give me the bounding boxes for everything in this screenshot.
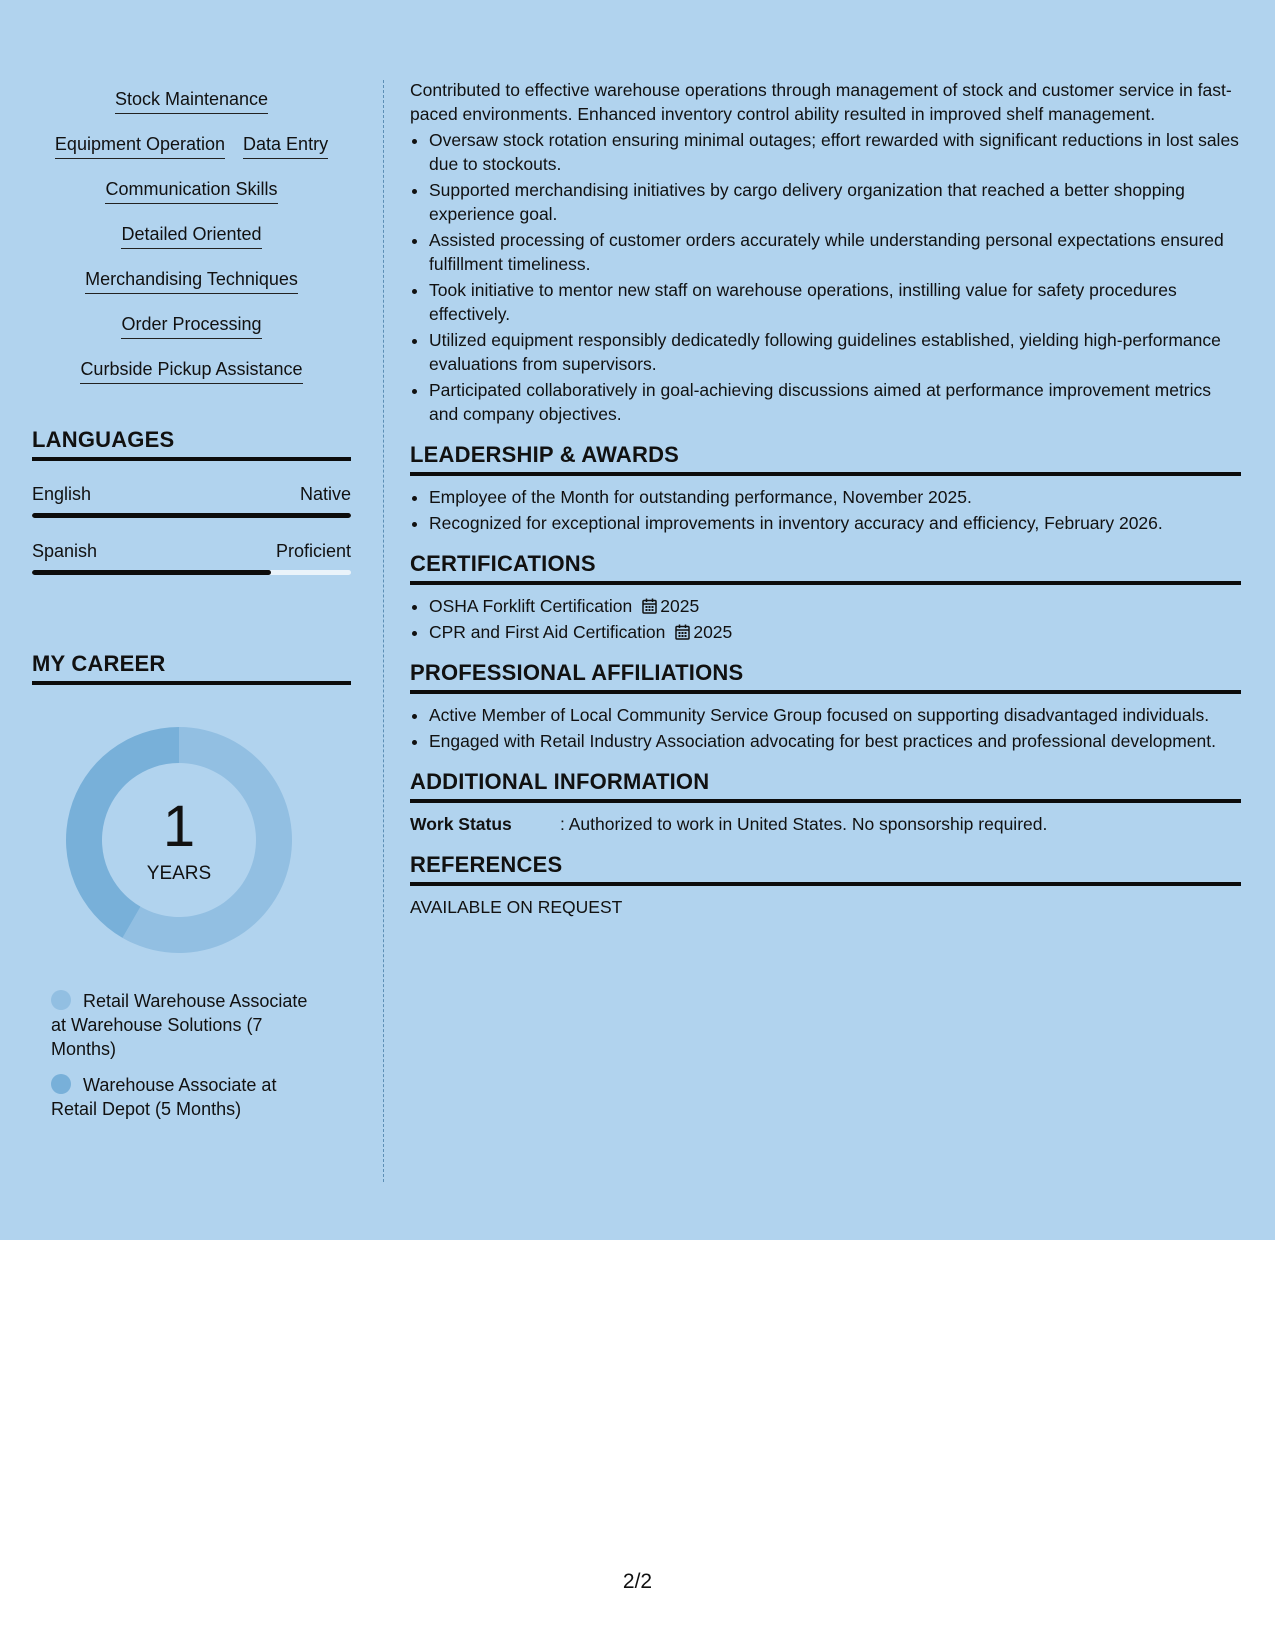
- skill-tag: Detailed Oriented: [121, 223, 261, 249]
- career-legend-item: [51, 1073, 326, 1121]
- language-row: [32, 483, 351, 505]
- career-job-label: Warehouse Associate at Retail Depot (5 Months): [51, 1075, 277, 1119]
- experience-bullet: • Utilized equipment responsibly dedicatedly following guidelines established, yielding high-performance evaluations from supervisors.: [429, 328, 1241, 376]
- skill-tag: Communication Skills: [105, 178, 277, 204]
- work-status-value: : Authorized to work in United States. No sponsorship required.: [560, 814, 1048, 834]
- experience-bullet: • Assisted processing of customer orders accurately while understanding personal expectations ensured fulfillment timeliness.: [429, 228, 1241, 276]
- skill-row: [32, 213, 351, 258]
- certifications-list: [410, 594, 1241, 644]
- calendar-icon: [675, 624, 690, 640]
- skill-tag: Equipment Operation: [55, 133, 225, 159]
- affiliations-section: [410, 660, 1241, 753]
- career-legend-item: [51, 989, 326, 1061]
- skill-tag: Stock Maintenance: [115, 88, 268, 114]
- awards-title: LEADERSHIP & AWARDS: [410, 442, 1241, 476]
- languages-list: [32, 483, 351, 575]
- languages-section: [32, 427, 351, 575]
- experience-bullet: • Participated collaboratively in goal-achieving discussions aimed at performance improvement metrics and company objectives.: [429, 378, 1241, 426]
- donut-center: [64, 725, 294, 955]
- language-name: English: [32, 484, 92, 504]
- skill-row: [32, 168, 351, 213]
- language-item: [32, 483, 351, 518]
- certifications-title: CERTIFICATIONS: [410, 551, 1241, 585]
- awards-section: [410, 442, 1241, 535]
- experience-summary: Contributed to effective warehouse operations through management of stock and customer service in fast-paced environments. Enhanced inventory control ability resulted in improved shelf management.: [410, 80, 1232, 124]
- column-divider: [383, 80, 384, 1182]
- certification-name: OSHA Forklift Certification: [429, 596, 633, 616]
- skill-row: [32, 123, 351, 168]
- language-item: [32, 540, 351, 575]
- skill-tag: Merchandising Techniques: [85, 268, 298, 294]
- skill-row: [32, 78, 351, 123]
- career-total-years: 1: [162, 794, 196, 859]
- affiliations-title: PROFESSIONAL AFFILIATIONS: [410, 660, 1241, 694]
- career-years-label: YEARS: [146, 863, 212, 884]
- languages-title: LANGUAGES: [32, 427, 351, 461]
- work-status-row: [410, 812, 1241, 836]
- references-text: AVAILABLE ON REQUEST: [410, 897, 623, 917]
- references-section: [410, 852, 1241, 919]
- skill-tag: Order Processing: [121, 313, 261, 339]
- skill-row: [32, 258, 351, 303]
- experience-bullets: [410, 128, 1241, 426]
- language-level-fill: [32, 570, 271, 575]
- career-donut: [64, 725, 294, 955]
- skill-row: [32, 303, 351, 348]
- award-item: • Employee of the Month for outstanding performance, November 2025.: [429, 485, 1241, 509]
- calendar-icon: [642, 598, 657, 614]
- right-column: [410, 78, 1241, 919]
- career-section: [32, 651, 351, 1121]
- affiliations-list: [410, 703, 1241, 753]
- language-level-fill: [32, 513, 351, 518]
- career-title: MY CAREER: [32, 651, 351, 685]
- certification-year: 2025: [660, 596, 700, 616]
- skill-tag: Curbside Pickup Assistance: [80, 358, 302, 384]
- additional-title: ADDITIONAL INFORMATION: [410, 769, 1241, 803]
- affiliation-item: • Active Member of Local Community Service Group focused on supporting disadvantaged individuals.: [429, 703, 1241, 727]
- skill-tag: Data Entry: [243, 133, 328, 159]
- certifications-section: [410, 551, 1241, 644]
- left-column: [32, 78, 351, 1133]
- language-level: Proficient: [275, 541, 351, 561]
- certification-year: 2025: [693, 622, 733, 642]
- language-level-bar: [32, 570, 351, 575]
- language-level-bar: [32, 513, 351, 518]
- language-level: Native: [299, 484, 351, 504]
- legend-dot-icon: [51, 1074, 71, 1094]
- language-name: Spanish: [32, 541, 98, 561]
- awards-list: [410, 485, 1241, 535]
- page-number: 2/2: [622, 1570, 653, 1593]
- legend-dot-icon: [51, 990, 71, 1010]
- affiliation-item: • Engaged with Retail Industry Association advocating for best practices and professional development.: [429, 729, 1241, 753]
- experience-bullet: • Oversaw stock rotation ensuring minimal outages; effort rewarded with significant reductions in lost sales due to stockouts.: [429, 128, 1241, 176]
- certification-name: CPR and First Aid Certification: [429, 622, 666, 642]
- additional-section: [410, 769, 1241, 836]
- award-item: • Recognized for exceptional improvements in inventory accuracy and efficiency, February 2026.: [429, 511, 1241, 535]
- career-legend: [51, 989, 326, 1121]
- certification-item: [429, 594, 1241, 618]
- references-title: REFERENCES: [410, 852, 1241, 886]
- language-row: [32, 540, 351, 562]
- work-status-key: Work Status: [410, 814, 512, 834]
- experience-bullet: • Supported merchandising initiatives by cargo delivery organization that reached a better shopping experience goal.: [429, 178, 1241, 226]
- certification-item: [429, 620, 1241, 644]
- experience-bullet: • Took initiative to mentor new staff on warehouse operations, instilling value for safety procedures effectively.: [429, 278, 1241, 326]
- skill-row: [32, 348, 351, 393]
- skills-list: [32, 78, 351, 393]
- career-job-label: Retail Warehouse Associate at Warehouse Solutions (7 Months): [51, 991, 308, 1059]
